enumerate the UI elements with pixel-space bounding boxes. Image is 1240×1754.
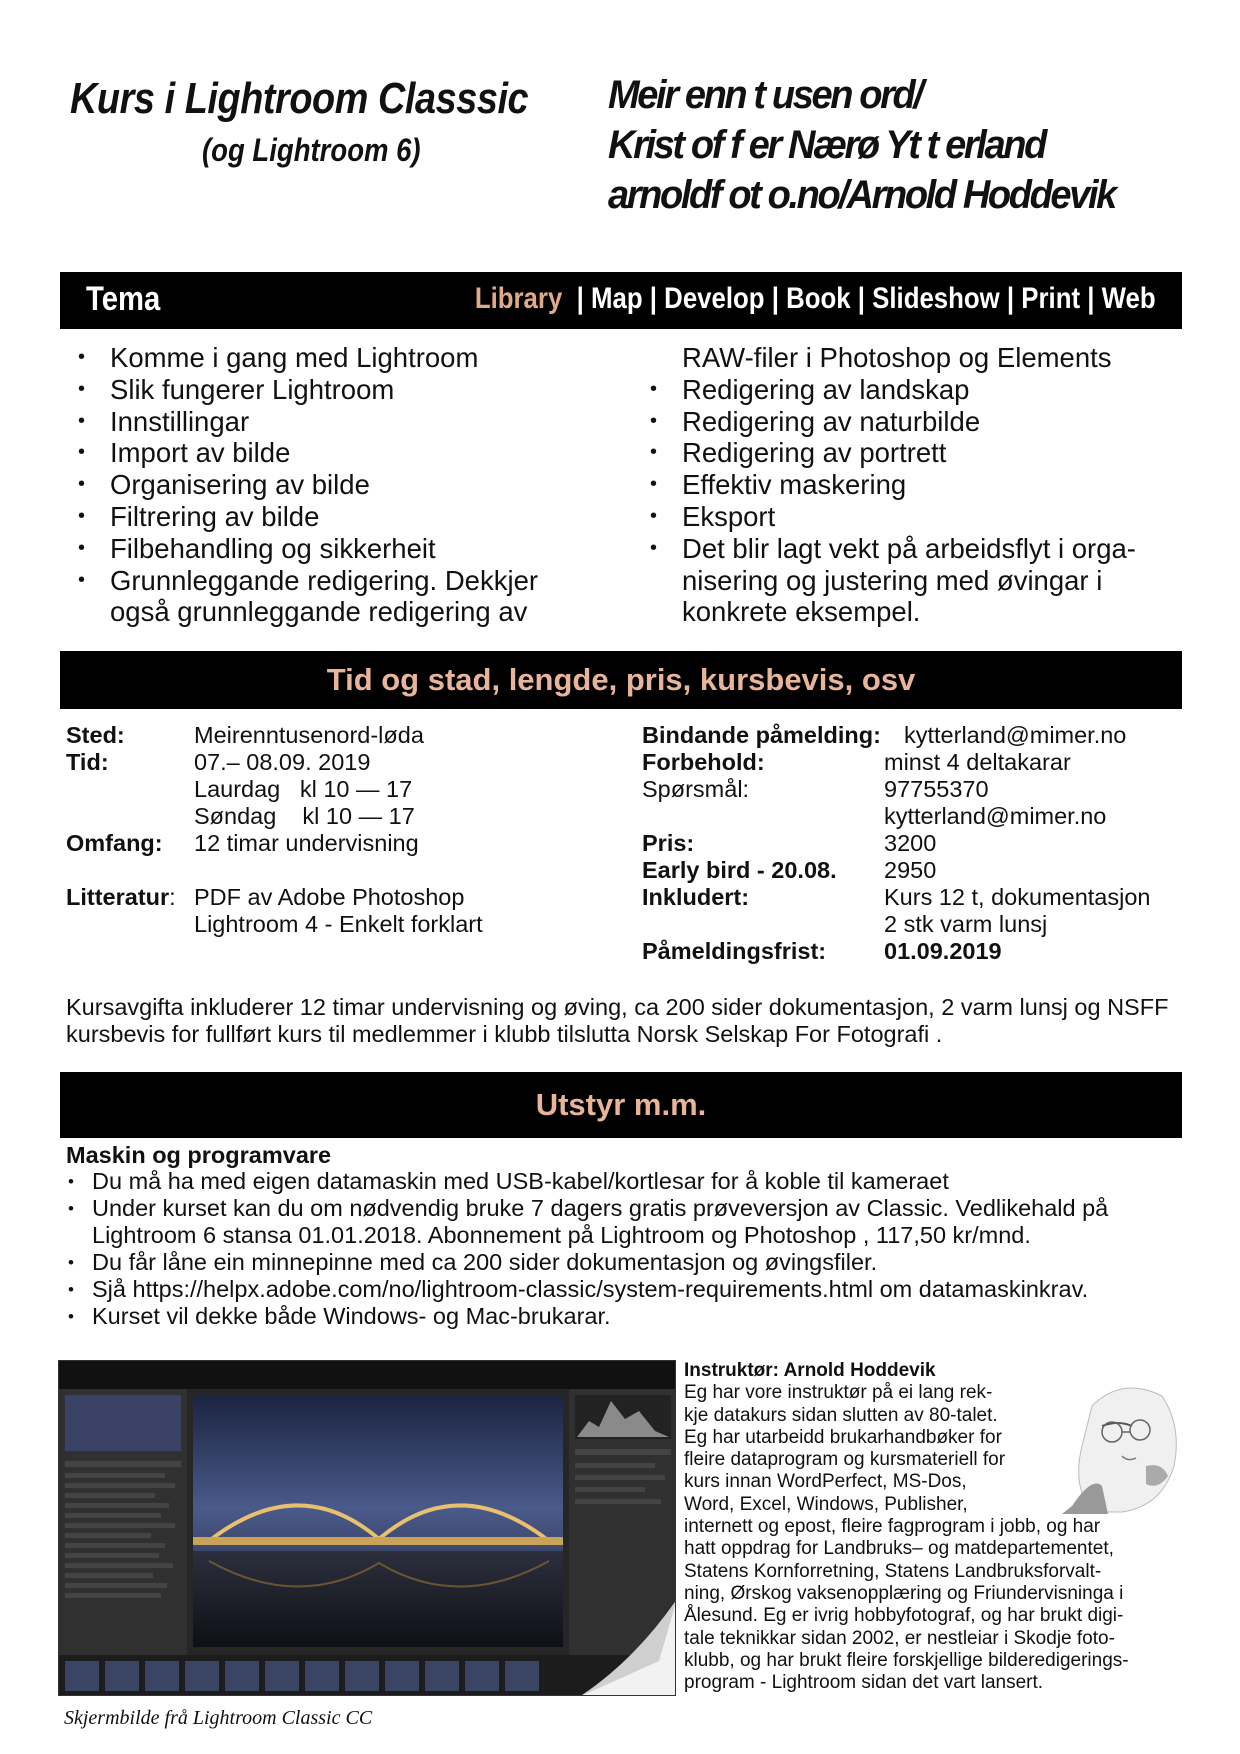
topic-list-left [68, 342, 608, 628]
module-list [475, 282, 1156, 316]
topic-item: • Redigering av portrett [640, 437, 1180, 469]
topic-item-continued: nisering og justering med øvingar i [682, 564, 1103, 596]
sted-value: Meirenntusenord-løda [194, 722, 424, 748]
instructor-bio [684, 1360, 1174, 1694]
litteratur-label-text: Litteratur [66, 884, 170, 910]
topic-item: • Organisering av bilde [68, 469, 608, 501]
tid-saturday: Laurdag kl 10 — 17 [194, 776, 413, 802]
frist-label: Påmeldingsfrist: [642, 938, 827, 964]
organizer-line: Krist of f er Nærø Yt t erland [608, 123, 1045, 167]
lightroom-screenshot [58, 1360, 676, 1696]
course-title: Kurs i Lightroom Classsic [70, 74, 529, 123]
tid-value: 07.– 08.09. 2019 [194, 749, 371, 775]
litteratur-label [66, 884, 176, 911]
topic-item-continued: konkrete eksempel. [682, 596, 921, 628]
bio-line: ning, Ørskog vaksenopplæring og Friundervisninga i [684, 1582, 1124, 1604]
equipment-item: • Under kurset kan du om nødvendig bruke 7 dagers gratis prøveversjon av Classic. Vedlikehald på Lightroom 6 stansa 01.01.2018. Abonnement på Lightroom og Photoshop , 117,50 kr/mnd. [66, 1195, 1186, 1249]
course-subtitle: (og Lightroom 6) [202, 132, 421, 168]
bio-line: Eg har vore instruktør på ei lang rek- [684, 1382, 993, 1404]
topic-item: • Filtrering av bilde [68, 501, 608, 533]
topic-item: • Import av bilde [68, 437, 608, 469]
bio-line: fleire dataprogram og kursmateriell for [684, 1449, 1006, 1471]
module-library: Library [475, 282, 563, 315]
early-bird-value: 2950 [884, 857, 937, 883]
tema-bar [60, 272, 1182, 329]
topic-item: • Komme i gang med Lightroom [68, 342, 608, 374]
topic-item: • Filbehandling og sikkerheit [68, 533, 608, 565]
litteratur-value: Lightroom 4 - Enkelt forklart [194, 911, 483, 937]
pris-value: 3200 [884, 830, 937, 856]
bio-line: kje datakurs sidan slutten av 80-talet. [684, 1404, 998, 1426]
fee-paragraph: Kursavgifta inkluderer 12 timar undervisning og øving, ca 200 sider dokumentasjon, 2 varm lunsj og NSFF kursbevis for fullført kurs til medlemmer i klubb tilslutta Norsk Selskap For Fotografi . [66, 994, 1169, 1047]
topic-item: • Redigering av landskap [640, 374, 1180, 406]
topic-item: • Innstillingar [68, 406, 608, 438]
organizer-line: Meir enn t usen ord/ [608, 73, 922, 117]
instructor-title: Instruktør: Arnold Hoddevik [684, 1360, 936, 1381]
sporsmal-phone: 97755370 [884, 776, 989, 802]
bio-line: Word, Excel, Windows, Publisher, [684, 1493, 968, 1515]
utstyr-heading: Utstyr m.m. [535, 1087, 707, 1122]
screenshot-caption: Skjermbilde frå Lightroom Classic CC [64, 1707, 373, 1729]
bindande-email-link[interactable]: kytterland@mimer.no [904, 722, 1127, 748]
topic-item: • Effektiv maskering [640, 469, 1180, 501]
topic-item-continued: RAW-filer i Photoshop og Elements [682, 342, 1112, 373]
tid-label: Tid: [66, 749, 109, 775]
equipment-list [66, 1168, 1186, 1330]
tid-sunday: Søndag kl 10 — 17 [194, 803, 415, 829]
inkludert-value: 2 stk varm lunsj [884, 911, 1048, 937]
equipment-item: • Du må ha med eigen datamaskin med USB-kabel/kortlesar for å koble til kameraet [66, 1168, 1186, 1195]
organizer-block [608, 70, 1115, 220]
forbehold-label: Forbehold: [642, 749, 765, 775]
bio-line: Statens Kornforretning, Statens Landbruksforvalt- [684, 1560, 1102, 1582]
bio-line: tale teknikkar sidan 2002, er nestleiar i Skodje foto- [684, 1627, 1115, 1649]
tid-bar [60, 651, 1182, 709]
inkludert-label: Inkludert: [642, 884, 750, 910]
frist-value: 01.09.2019 [884, 938, 1002, 964]
bio-line: Ålesund. Eg er ivrig hobbyfotograf, og har brukt digi- [684, 1605, 1124, 1627]
litteratur-value: PDF av Adobe Photoshop [194, 884, 465, 910]
bio-line: klubb, og har brukt fleire forskjellige bilderedigerings- [684, 1649, 1129, 1671]
utstyr-bar [60, 1072, 1182, 1138]
topic-item: • Slik fungerer Lightroom [68, 374, 608, 406]
topic-item: • Eksport [640, 501, 1180, 533]
equipment-item: • Kurset vil dekke både Windows- og Mac-brukarar. [66, 1303, 1186, 1330]
omfang-label: Omfang: [66, 830, 163, 856]
equipment-subheading: Maskin og programvare [66, 1142, 332, 1168]
lightroom-screenshot-drawing [59, 1361, 676, 1696]
sporsmal-label: Spørsmål: [642, 776, 750, 802]
inkludert-value: Kurs 12 t, dokumentasjon [884, 884, 1151, 910]
bindande-label: Bindande påmelding: [642, 722, 881, 748]
topic-item: • Det blir lagt vekt på arbeidsflyt i orga- [640, 533, 1180, 565]
early-bird-label: Early bird - 20.08. [642, 857, 837, 883]
bio-line: program - Lightroom sidan det vart lansert. [684, 1672, 1044, 1694]
bio-line: Eg har utarbeidd brukarhandbøker for [684, 1426, 1002, 1448]
pris-label: Pris: [642, 830, 695, 856]
tema-heading: Tema [86, 280, 161, 318]
tid-heading: Tid og stad, lengde, pris, kursbevis, osv [326, 662, 916, 697]
bio-line: hatt oppdrag for Landbruks– og matdepartementet, [684, 1538, 1114, 1560]
forbehold-value: minst 4 deltakarar [884, 749, 1071, 775]
topic-item: • Redigering av naturbilde [640, 406, 1180, 438]
equipment-item: • Sjå https://helpx.adobe.com/no/lightroom-classic/system-requirements.html om datamaskinkrav. [66, 1276, 1186, 1303]
topic-item: • Grunnleggande redigering. Dekkjer [68, 565, 608, 597]
topic-list-right [640, 342, 1180, 628]
bio-line: internett og epost, fleire fagprogram i jobb, og har [684, 1516, 1101, 1538]
bio-line: kurs innan WordPerfect, MS-Dos, [684, 1471, 967, 1493]
sted-label: Sted: [66, 722, 125, 748]
organizer-line: arnoldf ot o.no/Arnold Hoddevik [608, 173, 1115, 217]
litteratur-colon: : [169, 884, 176, 910]
omfang-value: 12 timar undervisning [194, 830, 419, 856]
equipment-item: • Du får låne ein minnepinne med ca 200 sider dokumentasjon og øvingsfiler. [66, 1249, 1186, 1276]
sporsmal-email-link[interactable]: kytterland@mimer.no [884, 803, 1107, 829]
topic-item-continued: også grunnleggande redigering av [110, 596, 528, 628]
module-others: | Map | Develop | Book | Slideshow | Print | Web [577, 282, 1156, 315]
